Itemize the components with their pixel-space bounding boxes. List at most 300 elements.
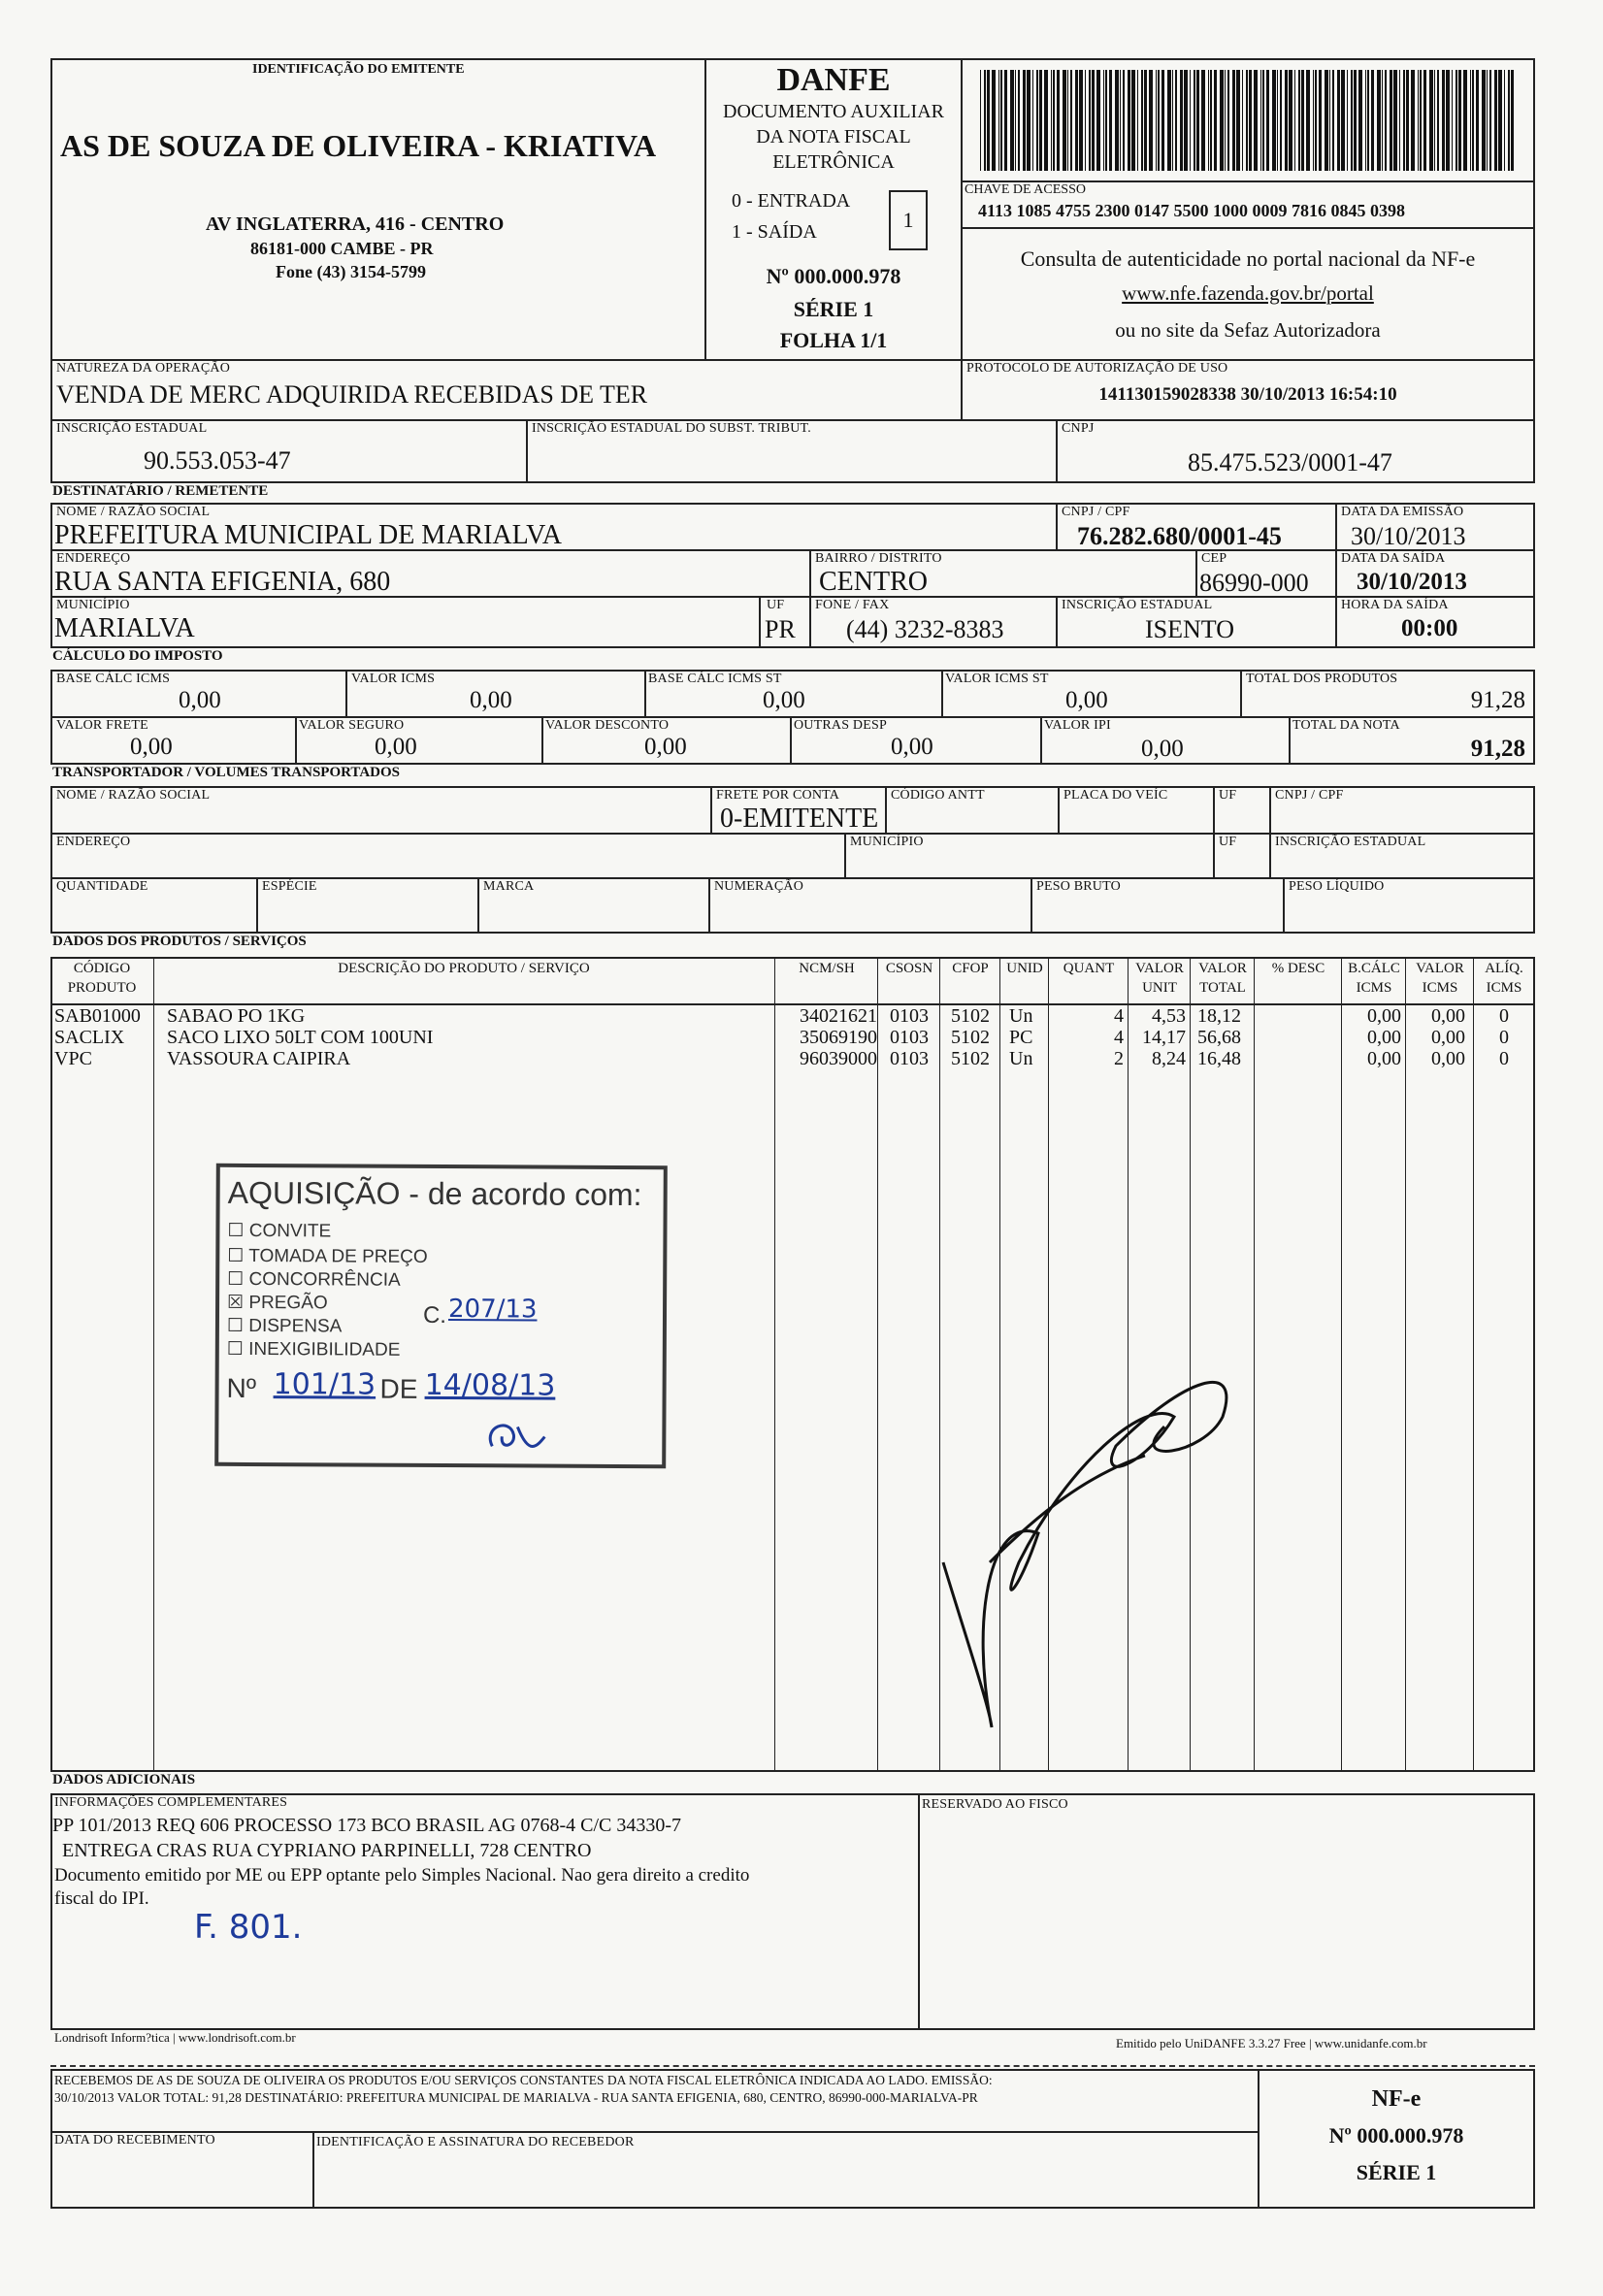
valor-st-label: VALOR ICMS ST [945, 672, 1049, 686]
barcode-bar [1196, 70, 1199, 171]
ie-subst-label: INSCRIÇÃO ESTADUAL DO SUBST. TRIBUT. [532, 421, 811, 436]
barcode-bar [1385, 70, 1387, 171]
product-codigo: SAB01000 [54, 1005, 141, 1027]
barcode-bar [1487, 70, 1488, 171]
transp-marca-label: MARCA [483, 879, 535, 894]
stamp-no-value: 101/13 [273, 1367, 376, 1402]
product-vtotal: 16,48 [1197, 1048, 1241, 1069]
barcode-bar [1511, 70, 1514, 171]
frete: 0,00 [130, 734, 173, 760]
barcode-bar [1149, 70, 1153, 171]
outras-label: OUTRAS DESP [794, 718, 887, 733]
barcode-bar [1313, 70, 1314, 171]
barcode-bar [1180, 70, 1183, 171]
info-label: INFORMAÇÕES COMPLEMENTARES [54, 1795, 288, 1810]
barcode-bar [1225, 70, 1226, 171]
barcode-bar [1371, 70, 1374, 171]
table-column-line [774, 957, 775, 1772]
barcode-bar [1289, 70, 1292, 171]
stamp-opt-concorrencia: ☐ CONCORRÊNCIA [227, 1268, 401, 1291]
product-descricao: VASSOURA CAIPIRA [167, 1048, 351, 1069]
product-vunit: 14,17 [1142, 1027, 1186, 1048]
product-bcalc: 0,00 [1367, 1027, 1401, 1048]
hdr-cfop: CFOP [952, 961, 989, 976]
destinatario-section-label: DESTINATÁRIO / REMETENTE [52, 483, 269, 499]
danfe-numero: Nº 000.000.978 [766, 264, 901, 288]
stamp-opt-pregao: ☒ PREGÃO [227, 1292, 328, 1314]
desconto-label: VALOR DESCONTO [545, 718, 670, 733]
seguro: 0,00 [375, 734, 417, 760]
dest-hora: 00:00 [1401, 615, 1458, 641]
barcode-bar [1236, 70, 1240, 171]
hdr-vunit2: UNIT [1142, 980, 1177, 996]
dest-bairro-label: BAIRRO / DISTRITO [815, 551, 942, 566]
aquisicao-stamp [214, 1164, 668, 1468]
product-unid: Un [1009, 1005, 1033, 1027]
transp-frete: 0-EMITENTE [720, 804, 879, 834]
transp-quantidade-label: QUANTIDADE [56, 879, 148, 894]
emitente-city: 86181-000 CAMBE - PR [250, 239, 434, 258]
barcode-bar [1067, 70, 1068, 171]
dest-cnpj-label: CNPJ / CPF [1062, 505, 1130, 519]
barcode-bar [1351, 70, 1353, 171]
chave-url[interactable]: www.nfe.fazenda.gov.br/portal [1122, 281, 1374, 305]
dest-ie: ISENTO [1145, 615, 1234, 643]
dest-cnpj: 76.282.680/0001-45 [1077, 522, 1282, 550]
barcode-bar [1158, 70, 1160, 171]
barcode-bar [1341, 70, 1345, 171]
barcode-bar [1249, 70, 1252, 171]
barcode-bar [1079, 70, 1083, 171]
barcode-bar [1063, 70, 1066, 171]
barcode-bar [1096, 70, 1100, 171]
total-prod: 91,28 [1470, 687, 1525, 713]
hdr-vunit1: VALOR [1135, 961, 1184, 976]
barcode-bar [1027, 70, 1030, 171]
footer-left: Londrisoft Inform?tica | www.londrisoft.com.br [54, 2030, 296, 2045]
stamp-opt-concorrencia-label: CONCORRÊNCIA [248, 1268, 401, 1291]
barcode-bar [1128, 70, 1130, 171]
barcode-bar [1039, 70, 1042, 171]
product-vunit: 8,24 [1152, 1048, 1186, 1069]
produtos-section-label: DADOS DOS PRODUTOS / SERVIÇOS [52, 934, 307, 949]
barcode-bar [980, 70, 981, 171]
barcode-bar [1277, 70, 1278, 171]
emitente-address: AV INGLATERRA, 416 - CENTRO [206, 213, 505, 235]
barcode-bar [1472, 70, 1474, 171]
cnpj-label: CNPJ [1062, 421, 1095, 436]
transp-peso-bruto-label: PESO BRUTO [1036, 879, 1121, 894]
seguro-label: VALOR SEGURO [299, 718, 405, 733]
barcode-bar [1246, 70, 1248, 171]
product-quant: 2 [1114, 1048, 1124, 1069]
barcode-bar [1109, 70, 1112, 171]
cnpj-value: 85.475.523/0001-47 [1188, 448, 1392, 476]
danfe-line2: DA NOTA FISCAL [756, 126, 911, 148]
barcode-bar [1411, 70, 1415, 171]
stamp-opt-tomada-label: TOMADA DE PREÇO [248, 1245, 428, 1267]
barcode-bar [1329, 70, 1330, 171]
barcode-bar [1399, 70, 1400, 171]
barcode-bar [1365, 70, 1366, 171]
barcode-bar [1476, 70, 1479, 171]
info-line2: ENTREGA CRAS RUA CYPRIANO PARPINELLI, 728 CENTRO [62, 1840, 592, 1861]
barcode-bar [1325, 70, 1328, 171]
transp-municipio-label: MUNICÍPIO [850, 835, 924, 849]
barcode-bar [1210, 70, 1212, 171]
barcode-bar [1242, 70, 1243, 171]
stamp-opt-dispensa: ☐ DISPENSA [226, 1315, 343, 1337]
barcode-bar [1337, 70, 1340, 171]
transp-uf2-label: UF [1219, 835, 1237, 849]
barcode-bar [1190, 70, 1191, 171]
canhoto-assinatura-label: IDENTIFICAÇÃO E ASSINATURA DO RECEBEDOR [316, 2135, 635, 2149]
table-column-line [153, 957, 154, 1772]
canhoto-data-label: DATA DO RECEBIMENTO [54, 2133, 215, 2148]
barcode-bar [1272, 70, 1276, 171]
barcode-bar [1358, 70, 1362, 171]
product-vtotal: 56,68 [1197, 1027, 1241, 1048]
product-quant: 4 [1114, 1027, 1124, 1048]
barcode-bar [1260, 70, 1261, 171]
barcode-bar [1103, 70, 1104, 171]
ie-value: 90.553.053-47 [144, 446, 291, 475]
barcode-bar [1489, 70, 1491, 171]
barcode-bar [1420, 70, 1422, 171]
chave-sefaz: ou no site da Sefaz Autorizadora [1115, 318, 1381, 342]
total-nota: 91,28 [1470, 736, 1525, 762]
danfe-line1: DOCUMENTO AUXILIAR [723, 101, 944, 122]
danfe-line3: ELETRÔNICA [772, 151, 895, 173]
product-aliq: 0 [1499, 1027, 1509, 1048]
valor-st: 0,00 [1065, 687, 1108, 713]
info-line4: fiscal do IPI. [54, 1888, 149, 1909]
product-descricao: SACO LIXO 50LT COM 100UNI [167, 1027, 434, 1048]
barcode-bar [1172, 70, 1173, 171]
outras: 0,00 [891, 734, 933, 760]
barcode-bar [1085, 70, 1086, 171]
base-st-label: BASE CÁLC ICMS ST [648, 672, 782, 686]
barcode-bar [1232, 70, 1235, 171]
barcode-bar [992, 70, 996, 171]
hdr-descricao: DESCRIÇÃO DO PRODUTO / SERVIÇO [338, 961, 590, 976]
barcode-bar [1141, 70, 1143, 171]
dest-municipio-label: MUNICÍPIO [56, 598, 130, 612]
barcode-bar [1023, 70, 1026, 171]
valor-icms: 0,00 [470, 687, 512, 713]
transporte-section-label: TRANSPORTADOR / VOLUMES TRANSPORTADOS [52, 765, 401, 780]
product-ncm: 34021621 [800, 1005, 877, 1027]
transp-especie-label: ESPÉCIE [262, 879, 317, 894]
danfe-saida: 1 - SAÍDA [732, 221, 817, 243]
stamp-pregao-num: 207/13 [447, 1295, 538, 1325]
barcode-bar [1406, 70, 1409, 171]
ie-label: INSCRIÇÃO ESTADUAL [56, 421, 208, 436]
barcode-bar [1070, 70, 1072, 171]
barcode-bar [1319, 70, 1322, 171]
barcode-bar [1482, 70, 1486, 171]
desconto: 0,00 [644, 734, 687, 760]
barcode-bar [1403, 70, 1405, 171]
table-column-line [1254, 957, 1255, 1772]
dest-cep-label: CEP [1201, 551, 1227, 566]
frete-label: VALOR FRETE [56, 718, 148, 733]
canhoto-line2: 30/10/2013 VALOR TOTAL: 91,28 DESTINATÁRIO: PREFEITURA MUNICIPAL DE MARIALVA - RUA SANTA EFIGENIA, 680, CENTRO, 86990-000-MARIALVA-PR [54, 2090, 978, 2105]
product-aliq: 0 [1499, 1005, 1509, 1027]
total-nota-label: TOTAL DA NOTA [1292, 718, 1400, 733]
protocolo-value: 141130159028338 30/10/2013 16:54:10 [1098, 384, 1397, 405]
emitente-phone: Fone (43) 3154-5799 [276, 262, 426, 281]
barcode-bar [1175, 70, 1177, 171]
dest-fone-label: FONE / FAX [815, 598, 890, 612]
product-cfop: 5102 [951, 1027, 990, 1048]
barcode-bar [1044, 70, 1048, 171]
barcode-bar [1131, 70, 1135, 171]
product-bcalc: 0,00 [1367, 1048, 1401, 1069]
dest-ie-label: INSCRIÇÃO ESTADUAL [1062, 598, 1213, 612]
product-aliq: 0 [1499, 1048, 1509, 1069]
barcode-bar [1315, 70, 1317, 171]
transp-placa-label: PLACA DO VEÍC [1063, 788, 1168, 803]
dest-uf-label: UF [767, 598, 785, 612]
barcode-bar [1053, 70, 1055, 171]
hdr-unid: UNID [1006, 961, 1043, 976]
hdr-ncm: NCM/SH [799, 961, 855, 976]
transp-endereco-box [50, 833, 846, 879]
stamp-opt-pregao-label: PREGÃO [248, 1292, 328, 1314]
barcode-bar [1144, 70, 1147, 171]
chave-consulta: Consulta de autenticidade no portal nacional da NF-e [1020, 246, 1476, 271]
barcode-bar [1156, 70, 1157, 171]
product-csosn: 0103 [890, 1027, 929, 1048]
ipi: 0,00 [1141, 736, 1184, 762]
barcode-bar [1306, 70, 1310, 171]
barcode-bar [998, 70, 999, 171]
barcode-bar [1227, 70, 1229, 171]
barcode-bar [1262, 70, 1264, 171]
barcode-bar [1446, 70, 1450, 171]
product-vtotal: 18,12 [1197, 1005, 1241, 1027]
natureza-label: NATUREZA DA OPERAÇÃO [56, 361, 231, 376]
barcode-bar [1393, 70, 1397, 171]
total-prod-label: TOTAL DOS PRODUTOS [1246, 672, 1398, 686]
barcode-bar [1214, 70, 1217, 171]
info-handwritten: F. 801. [194, 1908, 303, 1947]
dest-endereco-label: ENDEREÇO [56, 551, 131, 566]
base-icms: 0,00 [179, 687, 221, 713]
dest-endereco: RUA SANTA EFIGENIA, 680 [54, 567, 391, 597]
barcode-bar [1004, 70, 1007, 171]
product-ncm: 35069190 [800, 1027, 877, 1048]
barcode-bar [1120, 70, 1121, 171]
emitente-box [50, 58, 706, 361]
canhoto-line1: RECEBEMOS DE AS DE SOUZA DE OLIVEIRA OS PRODUTOS E/OU SERVIÇOS CONSTANTES DA NOTA FISCAL ELETRÔNICA INDICADA AO LADO. EMISSÃO: [54, 2073, 993, 2087]
danfe-title: DANFE [776, 62, 891, 98]
product-quant: 4 [1114, 1005, 1124, 1027]
transp-peso-liquido-label: PESO LÍQUIDO [1289, 879, 1385, 894]
transp-antt-label: CÓDIGO ANTT [891, 788, 985, 803]
barcode-bar [1057, 70, 1060, 171]
imposto-section-label: CÁLCULO DO IMPOSTO [52, 648, 223, 664]
barcode-bar [1089, 70, 1091, 171]
product-vicms: 0,00 [1431, 1048, 1465, 1069]
product-ncm: 96039000 [800, 1048, 877, 1069]
barcode-bar [1266, 70, 1269, 171]
barcode-bar [1018, 70, 1020, 171]
stamp-opt-tomada: ☐ TOMADA DE PREÇO [227, 1245, 428, 1267]
barcode-bar [1298, 70, 1300, 171]
barcode-bar [1115, 70, 1119, 171]
barcode-bar [1123, 70, 1125, 171]
barcode-bar [1382, 70, 1383, 171]
dest-fone: (44) 3232-8383 [846, 615, 1004, 643]
transp-uf-label: UF [1219, 788, 1237, 803]
barcode-bar [1051, 70, 1052, 171]
stamp-opt-convite: ☐ CONVITE [227, 1220, 332, 1242]
hdr-bcalc1: B.CÁLC [1348, 961, 1400, 976]
transp-cnpj-label: CNPJ / CPF [1275, 788, 1344, 803]
barcode-bar [1367, 70, 1369, 171]
product-vicms: 0,00 [1431, 1005, 1465, 1027]
chave-label: CHAVE DE ACESSO [965, 182, 1086, 197]
barcode-bar [1347, 70, 1348, 171]
danfe-entrada: 0 - ENTRADA [732, 190, 851, 212]
barcode-bar [1036, 70, 1038, 171]
barcode-bar [1452, 70, 1453, 171]
barcode-bar [1254, 70, 1258, 171]
dest-cep: 86990-000 [1199, 569, 1309, 597]
barcode-bar [1208, 70, 1209, 171]
barcode-bar [1429, 70, 1433, 171]
barcode-bar [1434, 70, 1435, 171]
barcode-bar [1498, 70, 1502, 171]
barcode-bar [1390, 70, 1392, 171]
barcode-bar [1354, 70, 1357, 171]
product-cfop: 5102 [951, 1005, 990, 1027]
hdr-codigo1: CÓDIGO [73, 961, 131, 976]
barcode [980, 70, 1516, 171]
barcode-bar [1504, 70, 1505, 171]
table-column-line [1473, 957, 1474, 1772]
natureza-value: VENDA DE MERC ADQUIRIDA RECEBIDAS DE TER [56, 380, 648, 409]
hdr-desc: % DESC [1271, 961, 1325, 976]
stamp-opt-inexigibilidade: ☐ INEXIGIBILIDADE [226, 1338, 401, 1361]
transp-ie-label: INSCRIÇÃO ESTADUAL [1275, 835, 1426, 849]
dest-uf: PR [765, 615, 796, 643]
barcode-bar [1220, 70, 1224, 171]
danfe-tipo: 1 [889, 190, 928, 250]
barcode-bar [1137, 70, 1138, 171]
info-line1: PP 101/2013 REQ 606 PROCESSO 173 BCO BRASIL AG 0768-4 C/C 34330-7 [52, 1815, 682, 1836]
transp-nome-label: NOME / RAZÃO SOCIAL [56, 788, 211, 803]
dest-saida-label: DATA DA SAÍDA [1341, 551, 1446, 566]
info-line3: Documento emitido por ME ou EPP optante pelo Simples Nacional. Nao gera direito a credito [54, 1865, 750, 1886]
stamp-title: AQUISIÇÃO - de acordo com: [227, 1174, 642, 1213]
dest-nome: PREFEITURA MUNICIPAL DE MARIALVA [54, 520, 563, 550]
danfe-folha: FOLHA 1/1 [779, 328, 888, 352]
hdr-vicms2: ICMS [1422, 980, 1458, 996]
barcode-bar [1280, 70, 1282, 171]
dest-nome-label: NOME / RAZÃO SOCIAL [56, 505, 211, 519]
barcode-bar [1458, 70, 1461, 171]
barcode-bar [1423, 70, 1426, 171]
barcode-bar [1470, 70, 1471, 171]
barcode-bar [1463, 70, 1467, 171]
fisco-label: RESERVADO AO FISCO [922, 1797, 1068, 1812]
barcode-bar [1508, 70, 1510, 171]
product-codigo: VPC [54, 1048, 92, 1069]
stamp-initials-icon [480, 1407, 548, 1461]
stamp-opt-dispensa-label: DISPENSA [248, 1315, 343, 1337]
cut-line [50, 2065, 1535, 2067]
barcode-bar [1332, 70, 1334, 171]
hdr-vtotal2: TOTAL [1199, 980, 1246, 996]
emitente-section-label: IDENTIFICAÇÃO DO EMITENTE [252, 62, 465, 77]
adicionais-section-label: DADOS ADICIONAIS [52, 1772, 196, 1788]
transp-frete-label: FRETE POR CONTA [716, 788, 840, 803]
stamp-date: 14/08/13 [424, 1367, 556, 1403]
dest-saida: 30/10/2013 [1357, 569, 1467, 595]
dest-emissao-label: DATA DA EMISSÃO [1341, 505, 1464, 519]
hdr-vicms1: VALOR [1416, 961, 1464, 976]
product-csosn: 0103 [890, 1048, 929, 1069]
transp-endereco-label: ENDEREÇO [56, 835, 131, 849]
barcode-bar [1092, 70, 1095, 171]
product-unid: Un [1009, 1048, 1033, 1069]
stamp-pregao-c: C. [422, 1301, 447, 1329]
product-vicms: 0,00 [1431, 1027, 1465, 1048]
product-codigo: SACLIX [54, 1027, 125, 1048]
dest-emissao: 30/10/2013 [1351, 522, 1466, 550]
barcode-bar [1015, 70, 1016, 171]
table-column-line [1405, 957, 1406, 1772]
product-csosn: 0103 [890, 1005, 929, 1027]
canhoto-numero: Nº 000.000.978 [1328, 2123, 1464, 2148]
chave-divider-2 [961, 227, 1535, 229]
valor-icms-label: VALOR ICMS [351, 672, 436, 686]
product-unid: PC [1009, 1027, 1033, 1048]
barcode-bar [1075, 70, 1078, 171]
hdr-vtotal1: VALOR [1198, 961, 1247, 976]
chave-value: 4113 1085 4755 2300 0147 5500 1000 0009 7816 0845 0398 [978, 201, 1406, 220]
barcode-bar [1167, 70, 1171, 171]
hdr-aliq2: ICMS [1486, 980, 1522, 996]
barcode-bar [1184, 70, 1188, 171]
hdr-bcalc2: ICMS [1356, 980, 1392, 996]
barcode-bar [1194, 70, 1195, 171]
base-st: 0,00 [763, 687, 805, 713]
dest-hora-label: HORA DA SAÍDA [1341, 598, 1449, 612]
canhoto-nfe: NF-e [1371, 2086, 1422, 2112]
barcode-bar [1442, 70, 1445, 171]
dest-municipio: MARIALVA [54, 613, 195, 643]
barcode-bar [1294, 70, 1295, 171]
barcode-bar [1032, 70, 1033, 171]
hdr-aliq1: ALÍQ. [1485, 961, 1523, 976]
emitente-name: AS DE SOUZA DE OLIVEIRA - KRIATIVA [60, 128, 657, 163]
barcode-bar [1456, 70, 1457, 171]
hdr-quant: QUANT [1063, 961, 1115, 976]
table-column-line [877, 957, 878, 1772]
barcode-bar [1377, 70, 1381, 171]
ipi-label: VALOR IPI [1044, 718, 1111, 733]
barcode-bar [1201, 70, 1205, 171]
hdr-codigo2: PRODUTO [67, 980, 137, 996]
barcode-bar [987, 70, 990, 171]
barcode-bar [1105, 70, 1107, 171]
transp-numeracao-label: NUMERAÇÃO [714, 879, 804, 894]
stamp-no-label: Nº [226, 1372, 257, 1404]
